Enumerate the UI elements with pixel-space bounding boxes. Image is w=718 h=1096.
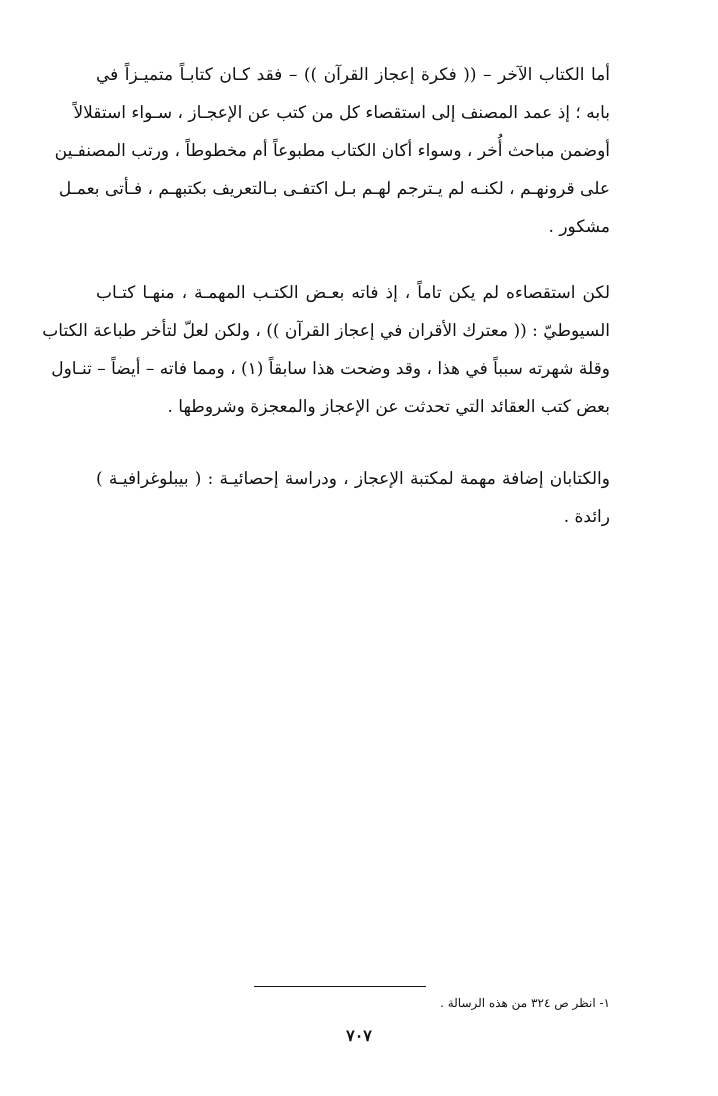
paragraph-line: لكن استقصاءه لم يكن تاماً ، إذ فاته بعـض الكتـب المهمـة ، منهـا كتـاب — [96, 283, 610, 303]
paragraph-line: السيوطيّ : (( معترك الأقران في إعجاز القرآن )) ، ولكن لعلّ لتأخر طباعة الكتاب — [42, 321, 610, 341]
paragraph-1 — [54, 56, 610, 246]
footnote: ١- انظر ص ٣٢٤ من هذه الرسالة . — [440, 996, 610, 1010]
paragraph-2 — [42, 274, 610, 426]
paragraph-line: وقلة شهرته سبباً في هذا ، وقد وضحت هذا سابقاً (١) ، ومما فاته – أيضاً – تنـاول — [51, 359, 610, 379]
paragraph-line: بعض كتب العقائد التي تحدثت عن الإعجاز والمعجزة وشروطها . — [167, 397, 610, 417]
paragraph-line: مشكور . — [548, 217, 610, 237]
paragraph-line: على قرونهـم ، لكنـه لم يـترجم لهـم بـل اكتفـى بـالتعريف بكتبهـم ، فـأتى بعمـل — [58, 179, 610, 199]
paragraph-line: بابه ؛ إذ عمد المصنف إلى استقصاء كل من كتب عن الإعجـاز ، سـواء استقلالاً — [73, 103, 610, 123]
paragraph-line: والكتابان إضافة مهمة لمكتبة الإعجاز ، ودراسة إحصائيـة : ( بيبلوغرافيـة ) — [96, 469, 610, 489]
paragraph-line: أما الكتاب الآخر – (( فكرة إعجاز القرآن )) – فقد كـان كتابـاً متميـزاً في — [96, 65, 610, 85]
footnote-divider — [254, 986, 426, 987]
paragraph-line: رائدة . — [563, 507, 610, 527]
paragraph-3 — [96, 460, 610, 536]
paragraph-line: أوضمن مباحث أُخر ، وسواء أكان الكتاب مطبوعاً أم مخطوطاً ، ورتب المصنفـين — [54, 141, 610, 161]
page-number: ٧٠٧ — [346, 1026, 372, 1045]
